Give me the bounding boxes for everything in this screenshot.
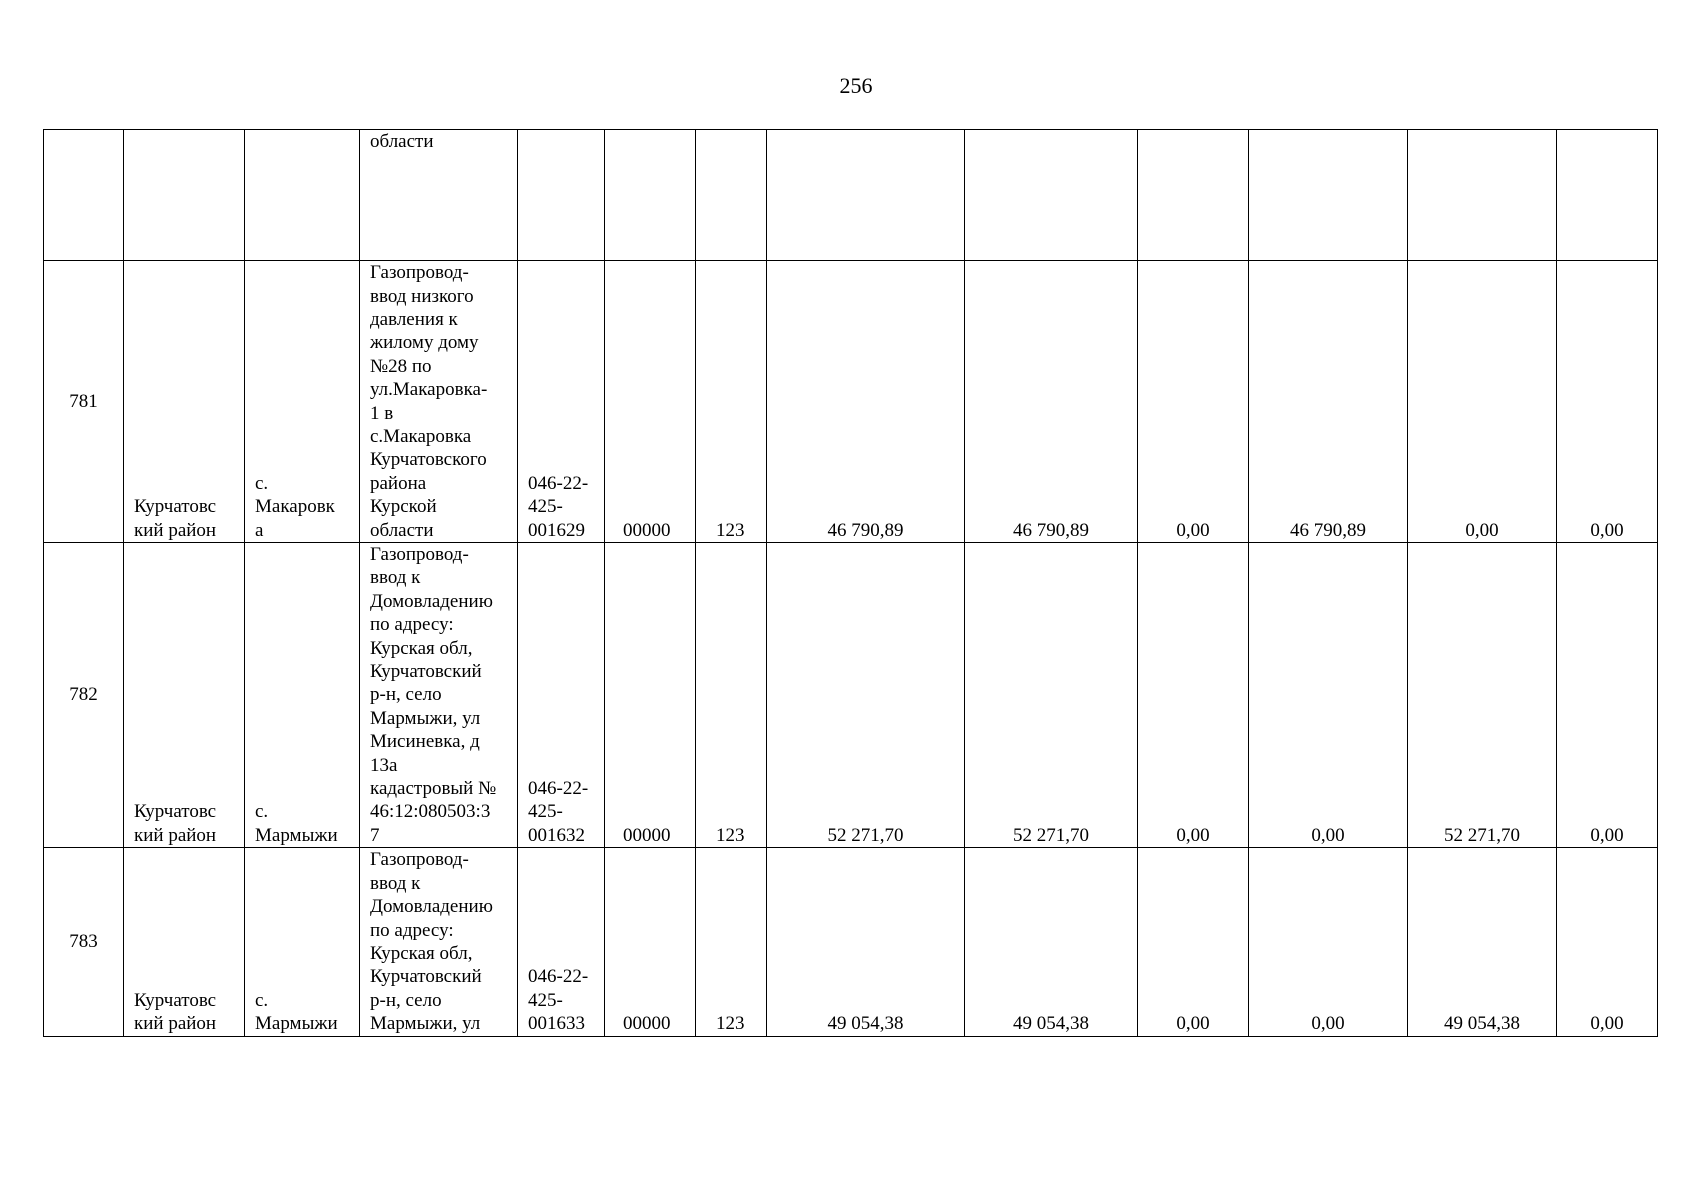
district: Курчатовс кий район xyxy=(134,801,217,846)
cell-balance-value xyxy=(767,130,965,261)
balance-value: 46 790,89 xyxy=(767,261,965,543)
cell-locality xyxy=(245,543,360,848)
okof-code: 00000 xyxy=(605,261,696,543)
cell-code xyxy=(518,543,605,848)
account-code: 123 xyxy=(696,261,767,543)
page-number: 256 xyxy=(839,73,873,98)
amount-col-b: 0,00 xyxy=(1249,848,1408,1036)
amount-col-b: 0,00 xyxy=(1249,543,1408,848)
table-row xyxy=(44,261,1658,543)
cell-account xyxy=(696,130,767,261)
cell-locality xyxy=(245,848,360,1036)
cell-col-d xyxy=(1557,130,1658,261)
cell-name xyxy=(360,848,518,1036)
amount-col-c: 0,00 xyxy=(1408,261,1557,543)
cell-residual-value xyxy=(965,130,1138,261)
cell-district xyxy=(124,543,245,848)
locality: с. Мармыжи xyxy=(255,801,338,846)
okof-code: 00000 xyxy=(605,848,696,1036)
cell-locality xyxy=(245,261,360,543)
amount-col-c: 52 271,70 xyxy=(1408,543,1557,848)
object-name: Газопровод- ввод к Домовладению по адресу: Курская обл, Курчатовский р-н, село Мармыжи, ул xyxy=(370,849,493,1035)
amount-col-a: 0,00 xyxy=(1138,543,1249,848)
cell-district xyxy=(124,848,245,1036)
amount-col-c: 49 054,38 xyxy=(1408,848,1557,1036)
cell-code xyxy=(518,848,605,1036)
row-number: 781 xyxy=(44,261,124,543)
cell-col-b xyxy=(1249,130,1408,261)
amount-col-a: 0,00 xyxy=(1138,848,1249,1036)
locality: с. Мармыжи xyxy=(255,989,338,1035)
district: Курчатовс кий район xyxy=(134,989,217,1035)
table-row xyxy=(44,543,1658,848)
locality: с. Макаровк а xyxy=(255,472,335,541)
cell-name xyxy=(360,261,518,543)
amount-col-d: 0,00 xyxy=(1557,543,1658,848)
table-row-continuation xyxy=(44,130,1658,261)
inventory-code: 046-22- 425- 001629 xyxy=(528,472,589,541)
cell-code xyxy=(518,261,605,543)
inventory-code: 046-22- 425- 001633 xyxy=(528,966,589,1035)
cell-district xyxy=(124,130,245,261)
balance-value: 49 054,38 xyxy=(767,848,965,1036)
cell-col-a xyxy=(1138,130,1249,261)
row-number: 782 xyxy=(44,543,124,848)
cell-name xyxy=(360,130,518,261)
object-name: Газопровод- ввод низкого давления к жилому дому №28 по ул.Макаровка- 1 в с.Макаровка Курчатовского района Курской области xyxy=(370,262,488,541)
row-number: 783 xyxy=(44,848,124,1036)
registry-table xyxy=(43,129,1658,1037)
amount-col-d: 0,00 xyxy=(1557,261,1658,543)
residual-value: 49 054,38 xyxy=(965,848,1138,1036)
cell-code xyxy=(518,130,605,261)
amount-col-a: 0,00 xyxy=(1138,261,1249,543)
residual-value: 46 790,89 xyxy=(965,261,1138,543)
cell-num xyxy=(44,130,124,261)
residual-value: 52 271,70 xyxy=(965,543,1138,848)
cell-col-c xyxy=(1408,130,1557,261)
cell-district xyxy=(124,261,245,543)
cell-locality xyxy=(245,130,360,261)
table-row xyxy=(44,848,1658,1036)
okof-code: 00000 xyxy=(605,543,696,848)
inventory-code: 046-22- 425- 001632 xyxy=(528,778,589,846)
amount-col-b: 46 790,89 xyxy=(1249,261,1408,543)
object-name: области xyxy=(370,131,434,152)
district: Курчатовс кий район xyxy=(134,496,217,541)
amount-col-d: 0,00 xyxy=(1557,848,1658,1036)
balance-value: 52 271,70 xyxy=(767,543,965,848)
account-code: 123 xyxy=(696,543,767,848)
cell-name xyxy=(360,543,518,848)
account-code: 123 xyxy=(696,848,767,1036)
cell-okof xyxy=(605,130,696,261)
object-name: Газопровод- ввод к Домовладению по адресу: Курская обл, Курчатовский р-н, село Мармыжи, ул Мисиневка, д 13а кадастровый № 46:12:080503:3 7 xyxy=(370,544,497,846)
